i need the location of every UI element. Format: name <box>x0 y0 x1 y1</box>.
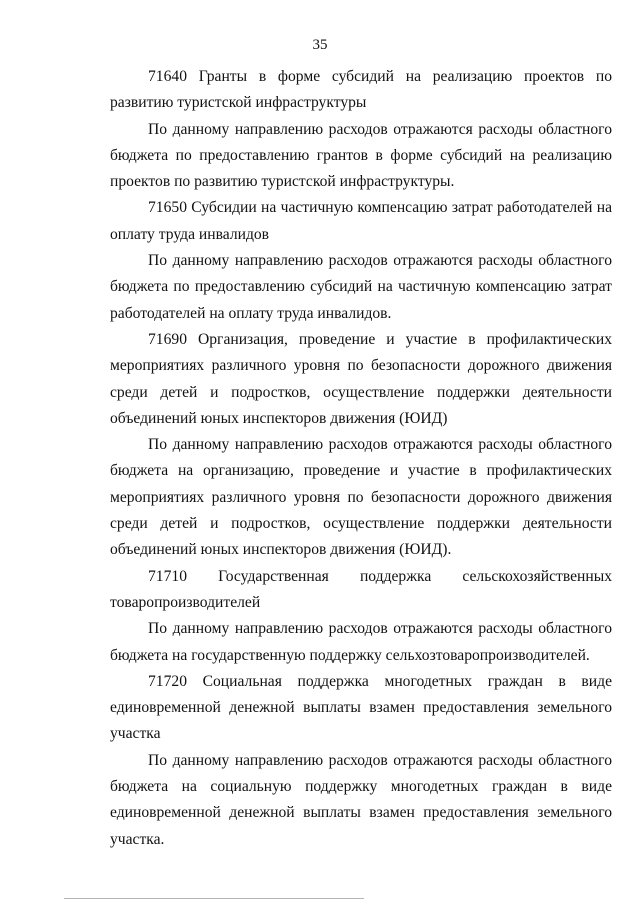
page-number: 35 <box>312 37 328 53</box>
page-bottom-edge <box>64 898 364 899</box>
section-heading-71690: 71690 Организация, проведение и участие в профилактических мероприятиях различного уровня по безопасности дорожного движения среди детей и подростков, осуществление поддержки деятельности объединений юных инспекторов движения (ЮИД) <box>110 330 612 427</box>
section-heading-71640: 71640 Гранты в форме субсидий на реализацию проектов по развитию туристской инфраструктуры <box>110 68 612 112</box>
section-description-71650: По данному направлению расходов отражаются расходы областного бюджета по предоставлению субсидий на частичную компенсацию затрат работодателей на оплату труда инвалидов. <box>110 252 612 322</box>
section-description-71640: По данному направлению расходов отражаются расходы областного бюджета по предоставлению грантов в форме субсидий на реализацию проектов по развитию туристской инфраструктуры. <box>110 120 612 191</box>
section-heading-71720: 71720 Социальная поддержка многодетных граждан в виде единовременной денежной выплаты взамен предоставления земельного участка <box>110 672 612 743</box>
document-body <box>110 64 612 853</box>
section-heading-71650: 71650 Субсидии на частичную компенсацию затрат работодателей на оплату труда инвалидов <box>110 199 612 243</box>
section-description-71710: По данному направлению расходов отражаются расходы областного бюджета на государственную поддержку сельхозтоваропроизводителей. <box>110 620 612 664</box>
section-description-71720: По данному направлению расходов отражаются расходы областного бюджета на социальную поддержку многодетных граждан в виде единовременной денежной выплаты взамен предоставления земельного участка. <box>110 751 612 848</box>
section-heading-71710: 71710 Государственная поддержка сельскохозяйственных товаропроизводителей <box>110 567 612 611</box>
section-description-71690: По данному направлению расходов отражаются расходы областного бюджета на организацию, проведение и участие в профилактических мероприятиях различного уровня по безопасности дорожного движения среди детей и подростков, осуществление поддержки деятельности объединений юных инспекторов движения (ЮИД). <box>110 436 612 559</box>
